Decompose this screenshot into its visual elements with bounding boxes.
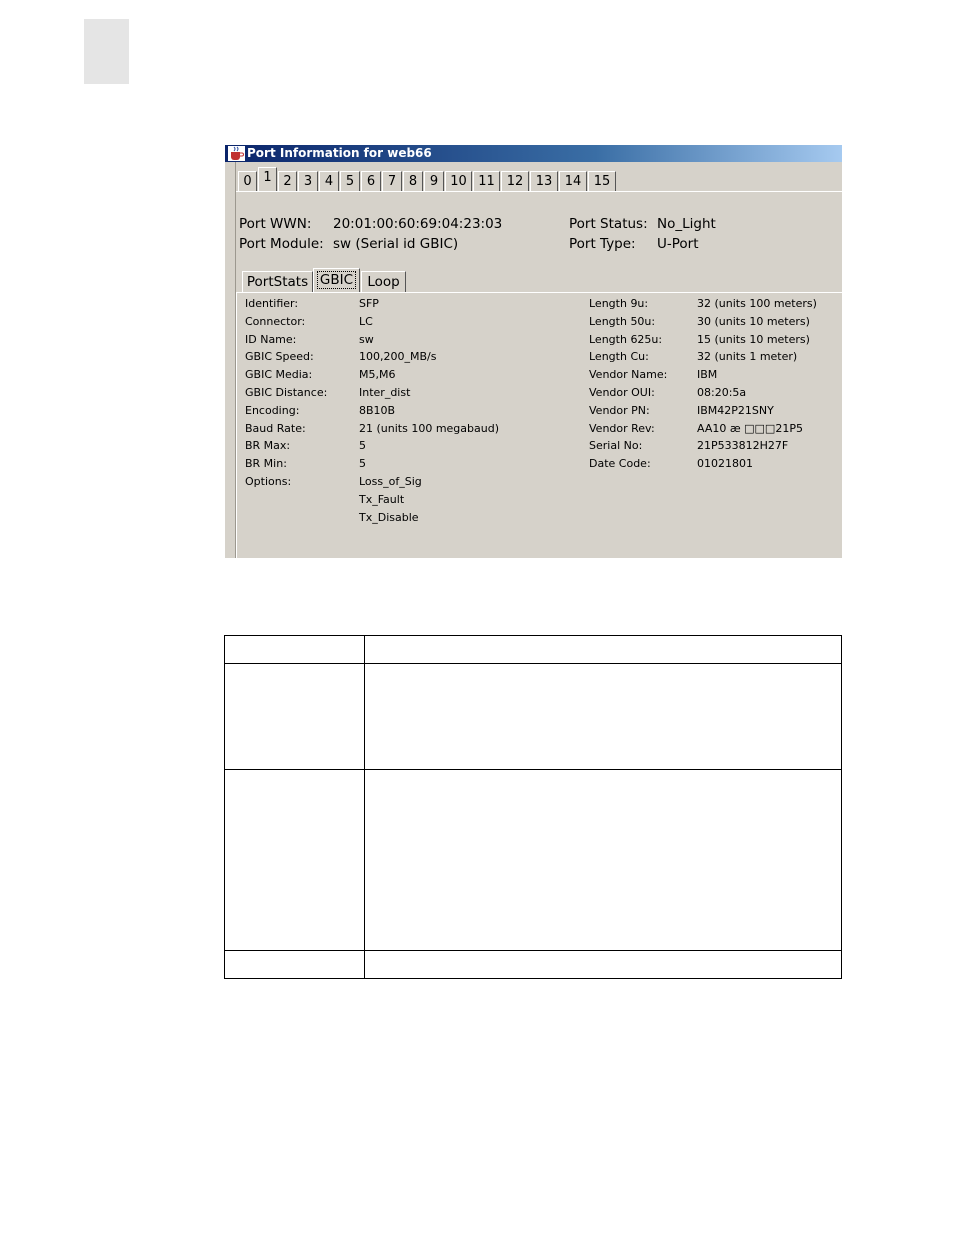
gbic-field-value: Tx_Disable (359, 510, 419, 524)
gbic-field-label: Options: (245, 475, 292, 488)
gbic-field-label: Vendor Name: (589, 368, 668, 382)
gbic-field-value: IBM42P21SNY (697, 403, 774, 417)
gbic-field-value: SFP (359, 297, 379, 310)
window-title: Port Information for web66 (247, 146, 432, 160)
port-tab-2[interactable]: 2 (278, 171, 297, 191)
detail-panel-border (236, 293, 241, 558)
gbic-field-value: 30 (units 10 meters) (697, 314, 810, 328)
gbic-field-label: Length 50u: (589, 314, 656, 328)
gbic-field-label: GBIC Distance: (245, 386, 328, 399)
java-cup-icon (228, 146, 245, 161)
port-tab-11[interactable]: 11 (473, 171, 500, 191)
port-tab-4[interactable]: 4 (319, 171, 339, 191)
gbic-field-value: 5 (359, 457, 366, 471)
port-status-value: No_Light (657, 216, 716, 232)
window-titlebar[interactable] (225, 145, 842, 162)
gbic-field-label: BR Max: (245, 439, 291, 453)
gbic-field-value: 21P533812H27F (697, 439, 789, 453)
port-tab-10[interactable]: 10 (445, 171, 472, 191)
port-wwn-label: Port WWN: (239, 216, 312, 232)
tab-gbic[interactable] (313, 268, 360, 292)
port-tab-0[interactable]: 0 (238, 171, 257, 191)
port-tab-1[interactable]: 1 (258, 167, 277, 191)
gbic-field-label: Connector: (245, 314, 306, 328)
gbic-field-value: 21 (units 100 megabaud) (359, 421, 499, 435)
gbic-field-value: M5,M6 (359, 368, 396, 382)
left-border-strip (225, 162, 236, 558)
port-tab-13[interactable]: 13 (530, 171, 558, 191)
gbic-field-label: BR Min: (245, 457, 287, 471)
port-tab-8[interactable]: 8 (403, 171, 423, 191)
gbic-field-label: ID Name: (245, 332, 297, 346)
gbic-field-label: Encoding: (245, 403, 300, 417)
table-rule-1 (225, 663, 841, 664)
table-rule-3 (225, 950, 841, 951)
gbic-field-value: IBM (697, 368, 718, 382)
gbic-field-value: 5 (359, 439, 366, 453)
table-rule-2 (225, 769, 841, 770)
gbic-field-value: sw (359, 332, 374, 346)
tab-portstats-label: PortStats (246, 274, 309, 290)
gbic-field-value: 01021801 (697, 457, 753, 471)
gbic-field-label: Length 9u: (589, 297, 649, 310)
gbic-field-value: Inter_dist (359, 386, 411, 399)
gbic-field-value: 32 (units 100 meters) (697, 297, 817, 310)
port-type-label: Port Type: (569, 236, 636, 252)
gbic-field-label: GBIC Media: (245, 368, 313, 382)
port-status-label: Port Status: (569, 216, 648, 232)
tab-gbic-label: GBIC (317, 271, 356, 289)
port-tab-12[interactable]: 12 (501, 171, 529, 191)
description-table (224, 635, 842, 979)
gbic-field-value: Tx_Fault (359, 492, 405, 506)
gbic-field-label: Identifier: (245, 297, 299, 310)
tab-portstats[interactable] (242, 271, 313, 292)
gbic-field-label: Baud Rate: (245, 421, 306, 435)
page-corner-marker (84, 19, 129, 84)
port-tab-3[interactable]: 3 (298, 171, 318, 191)
table-column-divider (364, 636, 365, 978)
gbic-field-value: 100,200_MB/s (359, 350, 437, 364)
gbic-field-value: 8B10B (359, 403, 396, 417)
gbic-field-value: LC (359, 314, 373, 328)
gbic-field-value: 15 (units 10 meters) (697, 332, 810, 346)
port-tab-7[interactable]: 7 (382, 171, 402, 191)
detail-tab-baseline (236, 292, 842, 293)
gbic-field-label: Serial No: (589, 439, 643, 453)
tab-loop-label: Loop (367, 274, 400, 290)
port-module-value: sw (Serial id GBIC) (333, 236, 459, 252)
port-tab-6[interactable]: 6 (361, 171, 381, 191)
port-type-value: U-Port (657, 236, 699, 252)
tab-loop[interactable] (361, 271, 406, 292)
port-tab-14[interactable]: 14 (559, 171, 587, 191)
gbic-field-label: Vendor Rev: (589, 421, 655, 435)
gbic-field-label: Date Code: (589, 457, 651, 471)
port-information-window (225, 145, 842, 558)
gbic-field-label: Vendor OUI: (589, 386, 655, 399)
gbic-field-value: Loss_of_Sig (359, 475, 422, 488)
port-module-label: Port Module: (239, 236, 324, 252)
gbic-field-label: Length 625u: (589, 332, 663, 346)
gbic-field-label: Vendor PN: (589, 403, 650, 417)
port-tab-15[interactable]: 15 (588, 171, 616, 191)
gbic-field-value: 32 (units 1 meter) (697, 350, 798, 364)
gbic-field-label: Length Cu: (589, 350, 649, 364)
gbic-field-value: 08:20:5a (697, 386, 747, 399)
port-tab-9[interactable]: 9 (424, 171, 444, 191)
port-tab-baseline (236, 191, 842, 192)
gbic-field-label: GBIC Speed: (245, 350, 314, 364)
port-wwn-value: 20:01:00:60:69:04:23:03 (333, 216, 503, 232)
gbic-field-value: AA10 æ □□□21P5 (697, 421, 803, 435)
port-tab-5[interactable]: 5 (340, 171, 360, 191)
